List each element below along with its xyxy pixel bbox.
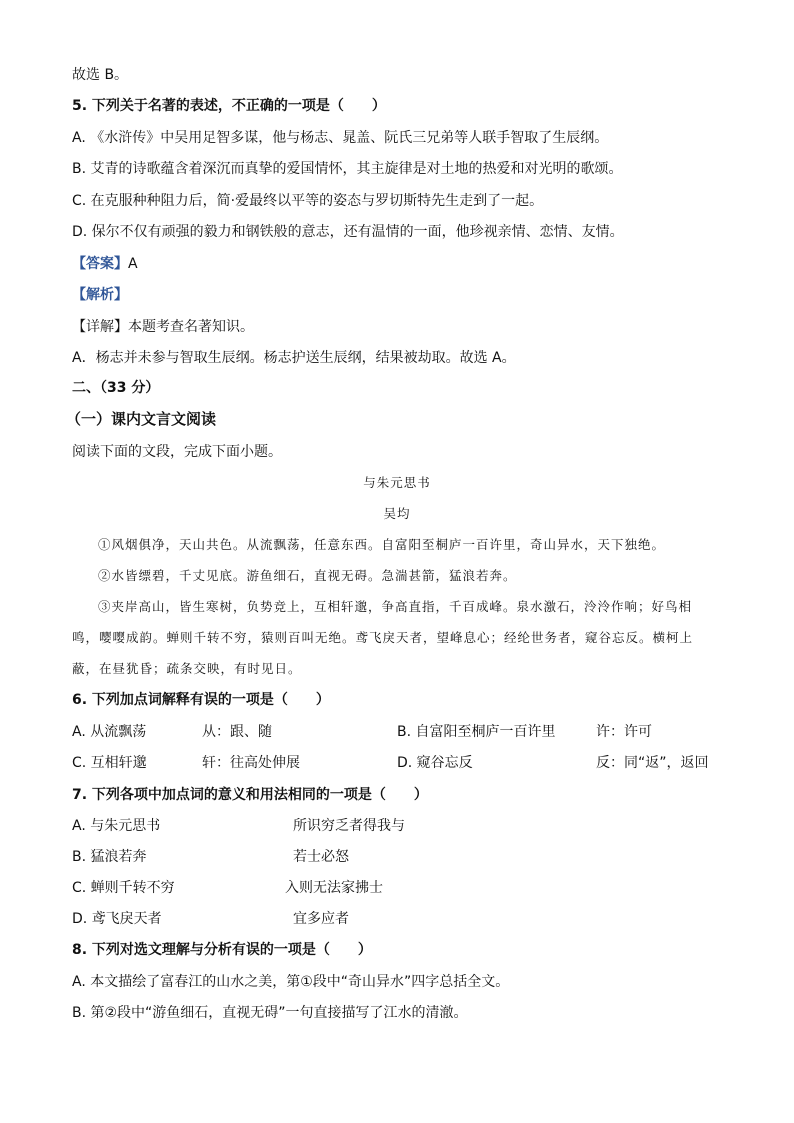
subsection-heading: （一）课内文言文阅读 xyxy=(66,410,217,428)
analysis-tag: 【解析】 xyxy=(72,287,128,303)
option-b-right: 若士必怒 xyxy=(293,849,349,865)
option-a-word: A. 从流飘荡 xyxy=(72,724,147,740)
option-a: A. 《水浒传》中吴用足智多谋，他与杨志、晁盖、阮氏三兄弟等人联手智取了生辰纲。 xyxy=(72,130,609,146)
question-8: 8. 下列对选文理解与分析有误的一项是（ ） xyxy=(72,942,372,958)
option-c-left: C. 蝉则千转不穷 xyxy=(72,880,175,896)
option-a-gloss: 从：跟、随 xyxy=(202,724,272,740)
option-c-gloss: 轩：往高处伸展 xyxy=(202,755,300,771)
passage-paragraph-3: ③夹岸高山，皆生寒树，负势竞上，互相轩邈，争高直指，千百成峰。泉水激石，泠泠作响；好鸟相 xyxy=(98,599,693,614)
option-d-right: 宜多应者 xyxy=(293,911,349,927)
passage-paragraph-3-cont: 鸣，嘤嘤成韵。蝉则千转不穷，猿则百叫无绝。鸢飞戾天者，望峰息心；经纶世务者，窥谷忘反。横柯上 xyxy=(72,630,694,645)
answer-value: A xyxy=(128,256,138,272)
passage-paragraph-1: ①风烟俱净，天山共色。从流飘荡，任意东西。自富阳至桐庐一百许里，奇山异水，天下独绝。 xyxy=(98,537,666,552)
option-b-word: B. 自富阳至桐庐一百许里 xyxy=(397,724,556,740)
answer-line xyxy=(72,255,138,273)
option-b-gloss: 许：许可 xyxy=(596,724,652,740)
question-7: 7. 下列各项中加点词的意义和用法相同的一项是（ ） xyxy=(72,787,428,803)
option-c: C. 在克服种种阻力后，简·爱最终以平等的姿态与罗切斯特先生走到了一起。 xyxy=(72,193,544,209)
option-c-right: 入则无法家拂士 xyxy=(285,880,383,896)
reading-intro: 阅读下面的文段，完成下面小题。 xyxy=(72,444,282,460)
option-d-word: D. 窥谷忘反 xyxy=(397,755,473,771)
option-b-left: B. 猛浪若奔 xyxy=(72,849,147,865)
passage-title: 与朱元思书 xyxy=(363,475,431,490)
option-d: D. 保尔不仅有顽强的毅力和钢铁般的意志，还有温情的一面，他珍视亲情、恋情、友情。 xyxy=(72,224,624,240)
detail-line-2: A．杨志并未参与智取生辰纲。杨志护送生辰纲，结果被劫取。故选 A。 xyxy=(72,350,516,366)
passage-paragraph-2: ②水皆缥碧，千丈见底。游鱼细石，直视无碍。急湍甚箭，猛浪若奔。 xyxy=(98,568,517,583)
detail-line: 【详解】本题考查名著知识。 xyxy=(72,319,254,335)
answer-tag: 【答案】 xyxy=(72,256,128,272)
question-5: 5. 下列关于名著的表述，不正确的一项是（ ） xyxy=(72,98,386,114)
section-heading: 二、（33 分） xyxy=(72,380,160,396)
option-d-left: D. 鸢飞戾天者 xyxy=(72,911,162,927)
passage-author: 吴均 xyxy=(383,506,411,521)
option-b: B. 艾青的诗歌蕴含着深沉而真挚的爱国情怀，其主旋律是对土地的热爱和对光明的歌颂。 xyxy=(72,161,623,177)
option-d-gloss: 反：同“返”，返回 xyxy=(596,755,709,771)
option-a: A. 本文描绘了富春江的山水之美，第①段中“奇山异水”四字总括全文。 xyxy=(72,974,510,990)
option-b: B. 第②段中“游鱼细石，直视无碍”一句直接描写了江水的清澈。 xyxy=(72,1005,468,1021)
option-c-word: C. 互相轩邈 xyxy=(72,755,147,771)
passage-paragraph-3-end: 蔽，在昼犹昏；疏条交映，有时见日。 xyxy=(72,661,302,676)
question-6: 6. 下列加点词解释有误的一项是（ ） xyxy=(72,692,330,708)
option-a-left: A. 与朱元思书 xyxy=(72,818,161,834)
option-a-right: 所识穷乏者得我与 xyxy=(293,818,405,834)
text-line: 故选 B。 xyxy=(72,67,129,83)
